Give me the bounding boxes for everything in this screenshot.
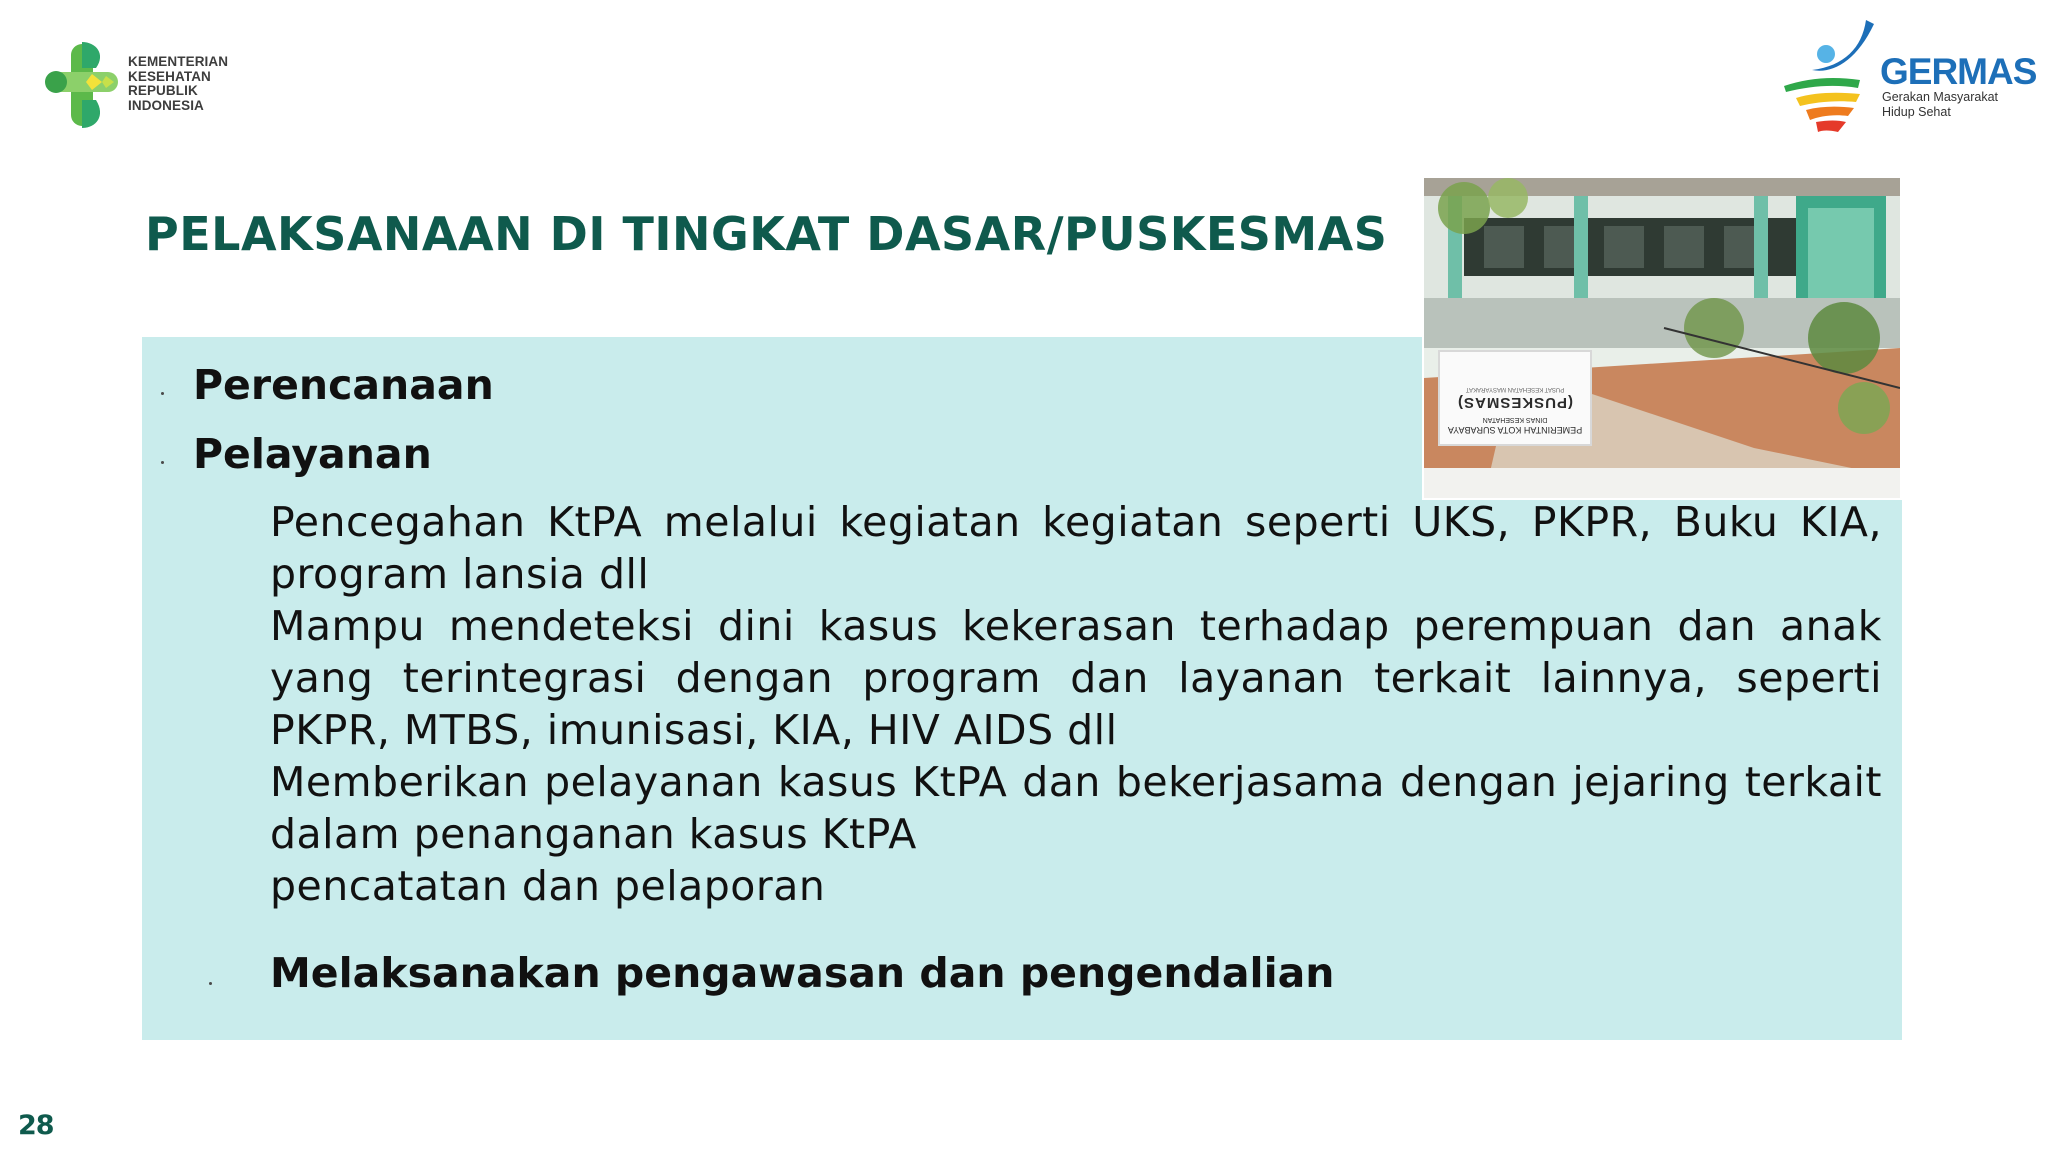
list-item [270, 496, 1882, 600]
germas-logo [1782, 18, 2037, 136]
puskesmas-sign [1438, 350, 1592, 446]
list-item [270, 600, 1882, 756]
list-item-label: Perencanaan [193, 361, 494, 409]
germas-tagline-line: Hidup Sehat [1882, 105, 1951, 119]
list-item [270, 860, 1882, 912]
germas-tagline-line: Gerakan Masyarakat [1882, 90, 1999, 104]
list-item [270, 756, 1882, 860]
sign-text: PEMERINTAH KOTA SURABAYA [1447, 425, 1583, 435]
list-item-text: Pencegahan KtPA melalui kegiatan kegiatan seperti UKS, PKPR, Buku KIA, program lansia dll [270, 498, 1882, 598]
germas-wordmark: GERMAS [1880, 51, 2037, 92]
kemenkes-line: REPUBLIK [128, 83, 198, 98]
kemenkes-line: INDONESIA [128, 97, 204, 113]
list-item-text: Memberikan pelayanan kasus KtPA dan bekerjasama dengan jejaring terkait dalam penanganan kasus KtPA [270, 758, 1882, 858]
list-item-label: Melaksanakan pengawasan dan pengendalian [270, 949, 1335, 997]
bullet-icon [209, 982, 212, 985]
sign-text: PUSAT KESEHATAN MASYARAKAT [1465, 386, 1565, 392]
kemenkes-line: KEMENTERIAN [128, 54, 229, 69]
page-title: PELAKSANAAN DI TINGKAT DASAR/PUSKESMAS [145, 207, 1388, 261]
list-item-text: Mampu mendeteksi dini kasus kekerasan terhadap perempuan dan anak yang terintegrasi dengan program dan layanan terkait lainnya, seperti PKPR, MTBS, imunisasi, KIA, HIV AIDS dll [270, 602, 1882, 754]
pelayanan-sub-list [270, 496, 1882, 912]
germas-tagline [1882, 90, 1998, 120]
list-item-pengawasan [270, 947, 1335, 999]
list-item-perencanaan [193, 360, 494, 410]
kemenkes-logo [44, 38, 244, 133]
kemenkes-line: KESEHATAN [128, 68, 211, 84]
sign-text: (PUSKESMAS) [1457, 394, 1574, 411]
page-number: 28 [18, 1110, 54, 1141]
list-item-label: Pelayanan [193, 430, 432, 478]
kemenkes-wordmark [128, 55, 228, 113]
germas-emblem-icon [1782, 18, 1892, 136]
bullet-icon [161, 461, 164, 464]
list-item-pelayanan [193, 429, 432, 479]
kemenkes-emblem-icon [44, 38, 124, 133]
puskesmas-building-image [1424, 178, 1900, 498]
puskesmas-photo [1424, 178, 1900, 498]
bullet-icon [161, 392, 164, 395]
list-item-text: pencatatan dan pelaporan [270, 862, 826, 910]
sign-text: DINAS KESEHATAN [1482, 416, 1548, 423]
